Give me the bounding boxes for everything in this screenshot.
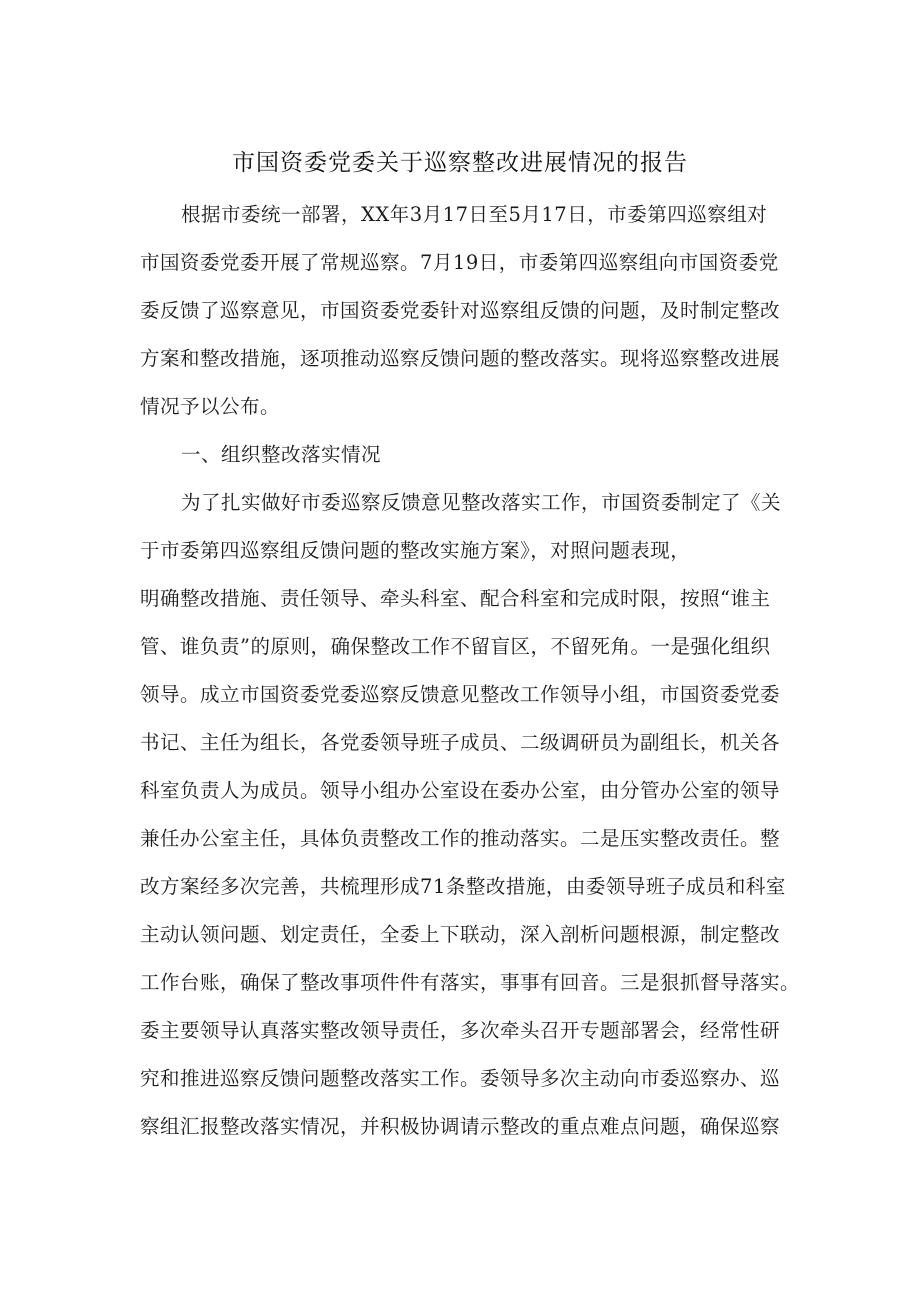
paragraph-line: 方案和整改措施，逐项推动巡察反馈问题的整改落实。现将巡察整改进展 xyxy=(140,347,781,370)
paragraph-line: 为了扎实做好市委巡察反馈意见整改落实工作，市国资委制定了《关 xyxy=(181,491,782,514)
paragraph-line: 领导。成立市国资委党委巡察反馈意见整改工作领导小组，市国资委党委 xyxy=(140,683,781,706)
paragraph-line: 察组汇报整改落实情况，并积极协调请示整改的重点难点问题，确保巡察 xyxy=(140,1115,781,1138)
paragraph-line: 主动认领问题、划定责任，全委上下联动，深入剖析问题根源，制定整改 xyxy=(140,923,781,946)
paragraph-line: 委主要领导认真落实整改领导责任，多次牵头召开专题部署会，经常性研 xyxy=(140,1019,781,1042)
paragraph-line: 于市委第四巡察组反馈问题的整改实施方案》，对照问题表现， xyxy=(140,539,691,562)
section-heading: 一、组织整改落实情况 xyxy=(181,443,382,466)
paragraph-line: 市国资委党委开展了常规巡察。7月19日，市委第四巡察组向市国资委党 xyxy=(140,251,779,274)
paragraph-line: 明确整改措施、责任领导、牵头科室、配合科室和完成时限，按照“谁主 xyxy=(140,587,771,610)
paragraph-line: 科室负责人为成员。领导小组办公室设在委办公室，由分管办公室的领导 xyxy=(140,779,781,802)
paragraph-line: 委反馈了巡察意见，市国资委党委针对巡察组反馈的问题，及时制定整改 xyxy=(140,299,781,322)
paragraph-line: 情况予以公布。 xyxy=(140,395,281,418)
paragraph-line: 书记、主任为组长，各党委领导班子成员、二级调研员为副组长，机关各 xyxy=(140,731,781,754)
paragraph-line: 工作台账，确保了整改事项件件有落实，事事有回音。三是狠抓督导落实。 xyxy=(140,971,801,994)
paragraph-line: 管、谁负责”的原则，确保整改工作不留盲区，不留死角。一是强化组织 xyxy=(140,635,771,658)
paragraph-line: 兼任办公室主任，具体负责整改工作的推动落实。二是压实整改责任。整 xyxy=(140,827,781,850)
paragraph-line: 改方案经多次完善，共梳理形成71条整改措施，由委领导班子成员和科室 xyxy=(140,875,786,898)
paragraph-line: 究和推进巡察反馈问题整改落实工作。委领导多次主动向市委巡察办、巡 xyxy=(140,1067,781,1090)
paragraph-line: 根据市委统一部署，XX年3月17日至5月17日，市委第四巡察组对 xyxy=(181,203,768,226)
document-title: 市国资委党委关于巡察整改进展情况的报告 xyxy=(232,150,688,176)
